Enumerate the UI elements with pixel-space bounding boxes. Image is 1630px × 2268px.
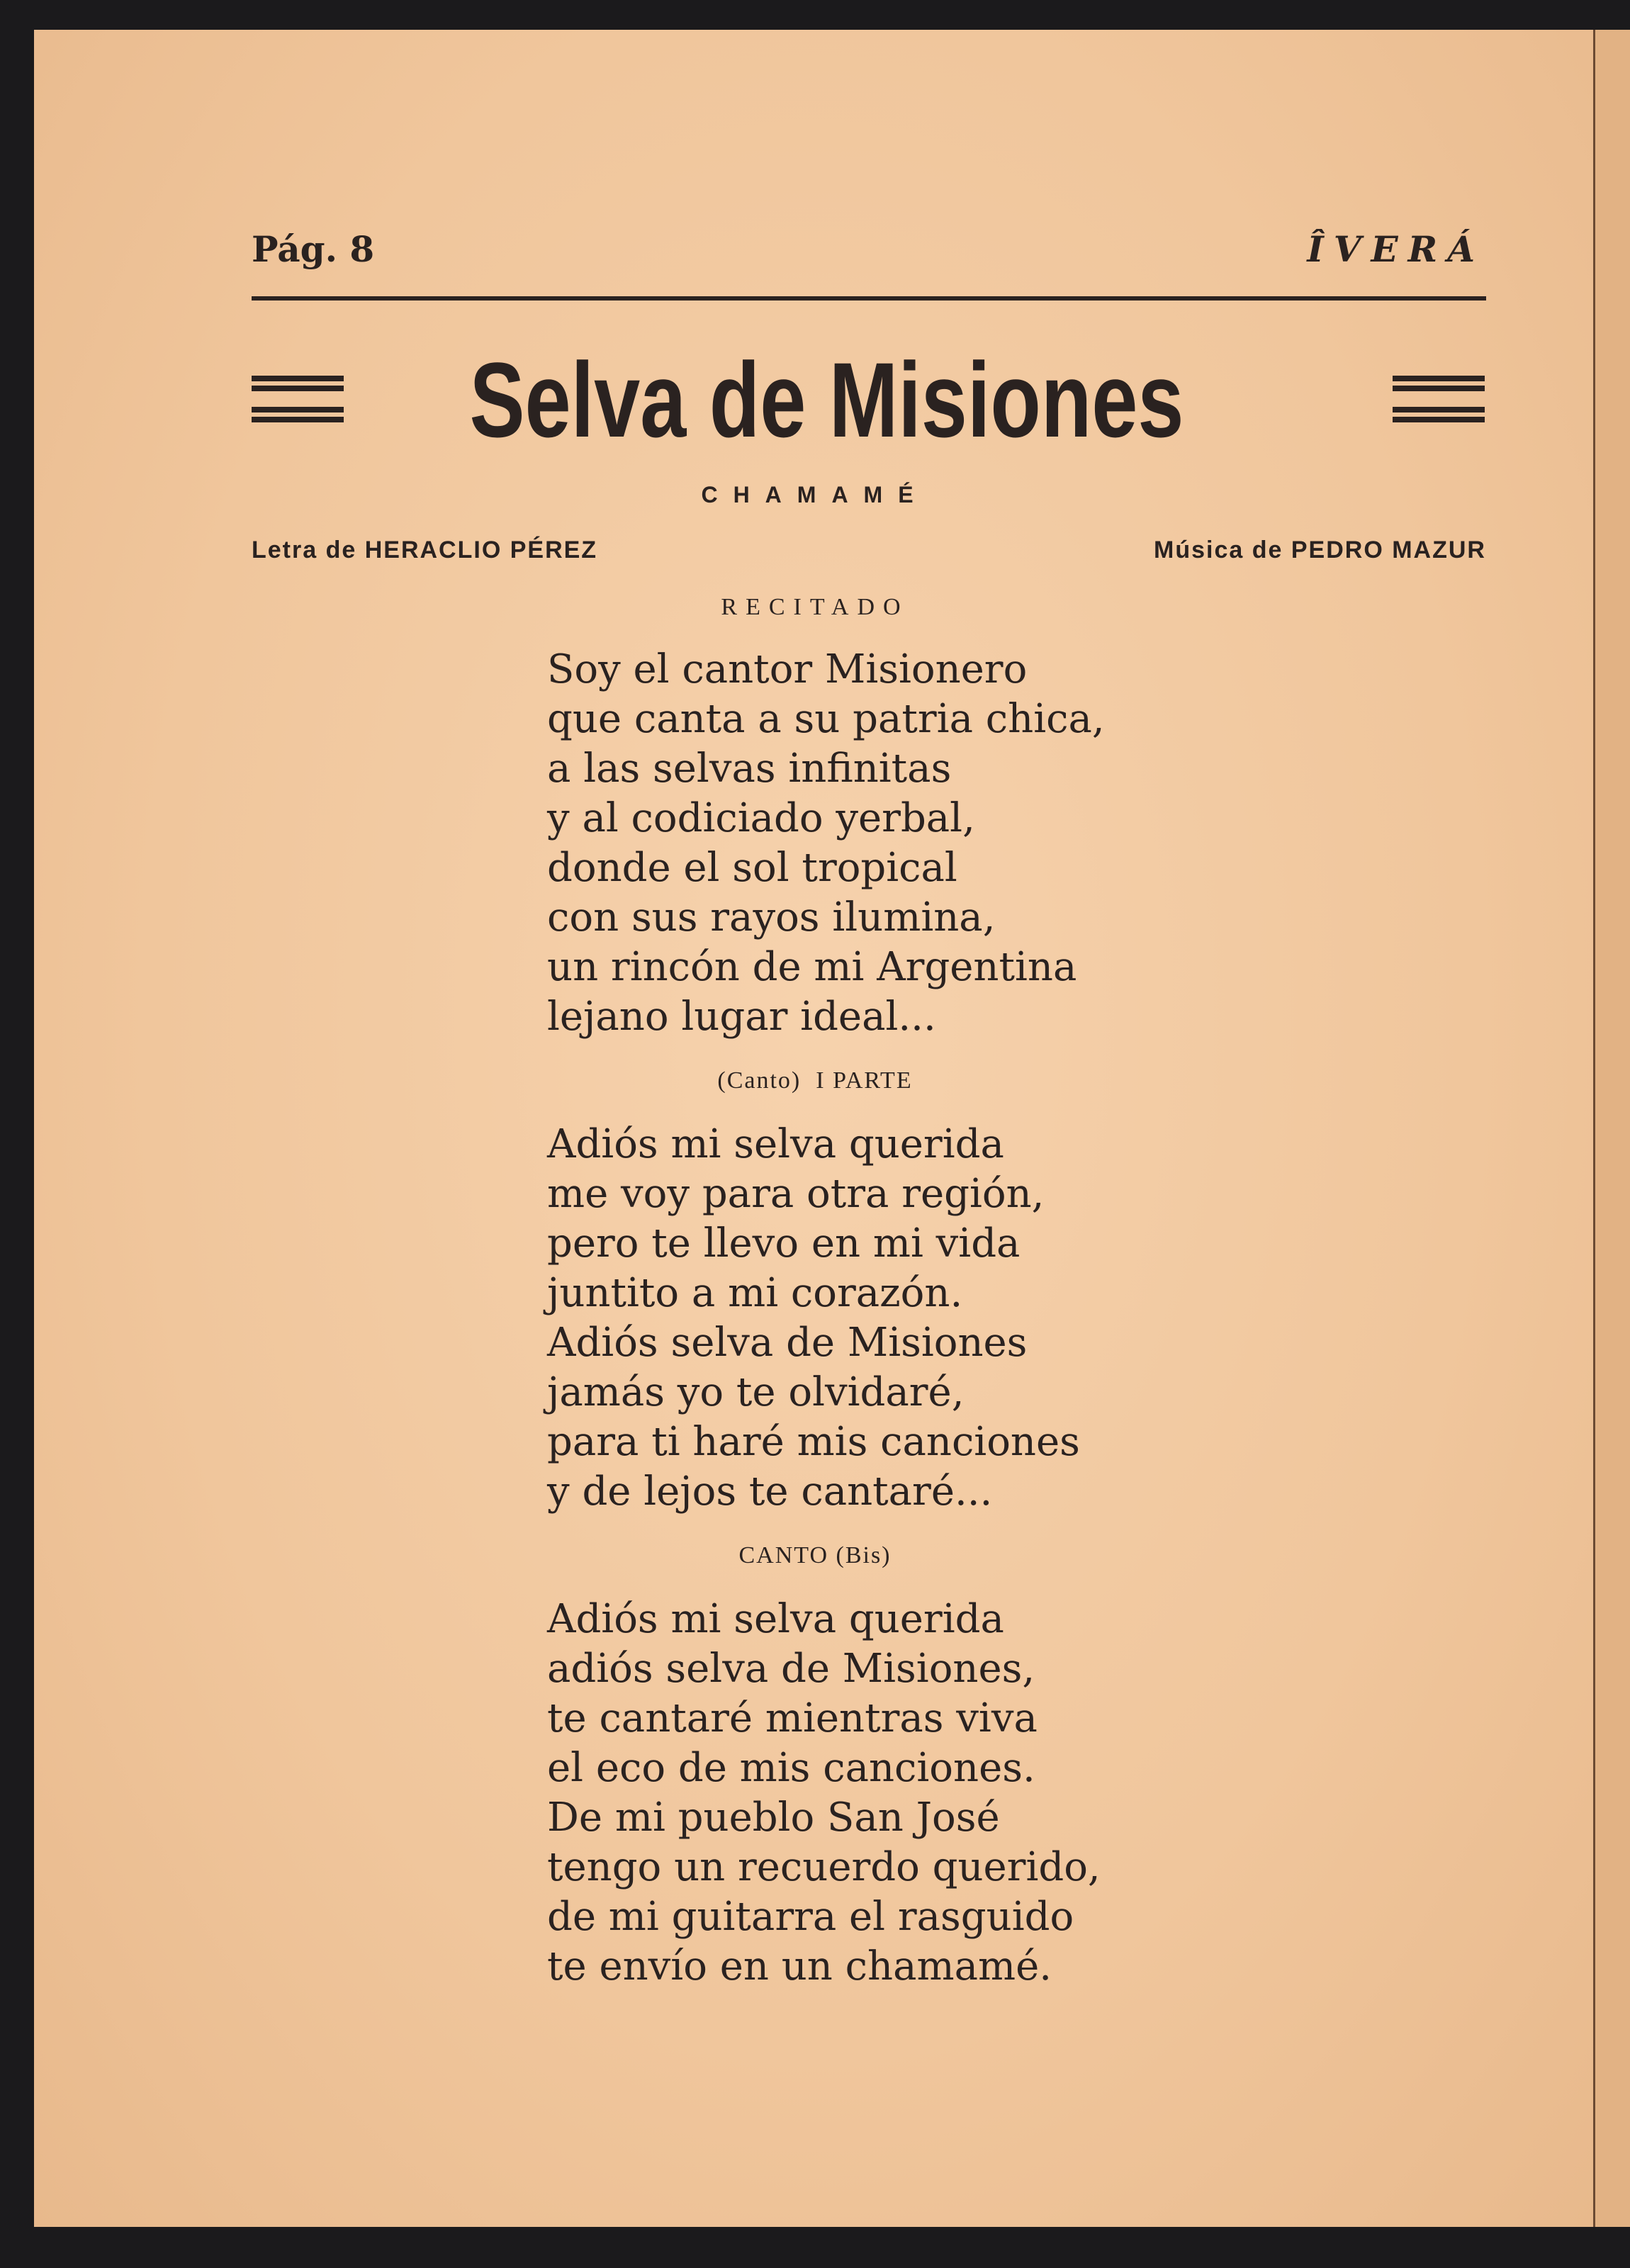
verse-line: me voy para otra región, xyxy=(547,1171,1045,1217)
verse-line: De mi pueblo San José xyxy=(547,1795,1000,1841)
verse-line: jamás yo te olvidaré, xyxy=(547,1369,965,1415)
stanza-i-parte xyxy=(547,1120,1080,1517)
verse-line: el eco de mis canciones. xyxy=(547,1745,1035,1791)
verse-line: pero te llevo en mi vida xyxy=(547,1220,1021,1267)
song-title: Selva de Misiones xyxy=(469,340,1184,459)
next-page-edge xyxy=(1593,30,1630,2227)
verse-line: y al codiciado yerbal, xyxy=(547,795,975,841)
verse-line: Adiós mi selva querida xyxy=(547,1121,1004,1167)
verse-line: de mi guitarra el rasguido xyxy=(547,1894,1074,1940)
verse-line: donde el sol tropical xyxy=(547,845,957,891)
section-label-recitado: RECITADO xyxy=(721,594,909,620)
magazine-name: ÎVERÁ xyxy=(1307,228,1485,270)
header-rule xyxy=(252,296,1486,301)
section-label-canto-i-parte: (Canto) I PARTE xyxy=(717,1067,913,1094)
page-number: Pág. 8 xyxy=(252,228,375,270)
verse-line: para ti haré mis canciones xyxy=(547,1419,1080,1465)
song-genre: CHAMAMÉ xyxy=(701,482,929,507)
verse-line: tengo un recuerdo querido, xyxy=(547,1844,1101,1890)
verse-line: lejano lugar ideal... xyxy=(547,994,936,1040)
verse-line: y de lejos te cantaré... xyxy=(547,1469,993,1515)
verse-line: Soy el cantor Misionero xyxy=(547,646,1028,692)
stanza-recitado xyxy=(547,645,1105,1042)
verse-line: Adiós mi selva querida xyxy=(547,1596,1004,1642)
music-credit: Música de PEDRO MAZUR xyxy=(1154,537,1486,563)
lyrics-credit: Letra de HERACLIO PÉREZ xyxy=(252,537,598,563)
verse-line: con sus rayos ilumina, xyxy=(547,894,996,941)
verse-line: te cantaré mientras viva xyxy=(547,1695,1038,1741)
verse-line: juntito a mi corazón. xyxy=(547,1270,963,1316)
verse-line: que canta a su patria chica, xyxy=(547,696,1105,742)
verse-line: un rincón de mi Argentina xyxy=(547,944,1077,990)
verse-line: adiós selva de Misiones, xyxy=(547,1646,1035,1692)
stanza-canto-bis xyxy=(547,1595,1101,1992)
section-label-canto-bis: CANTO (Bis) xyxy=(738,1542,892,1568)
verse-line: te envío en un chamamé. xyxy=(547,1943,1052,1989)
verse-line: Adiós selva de Misiones xyxy=(547,1320,1028,1366)
verse-line: a las selvas infinitas xyxy=(547,746,952,792)
